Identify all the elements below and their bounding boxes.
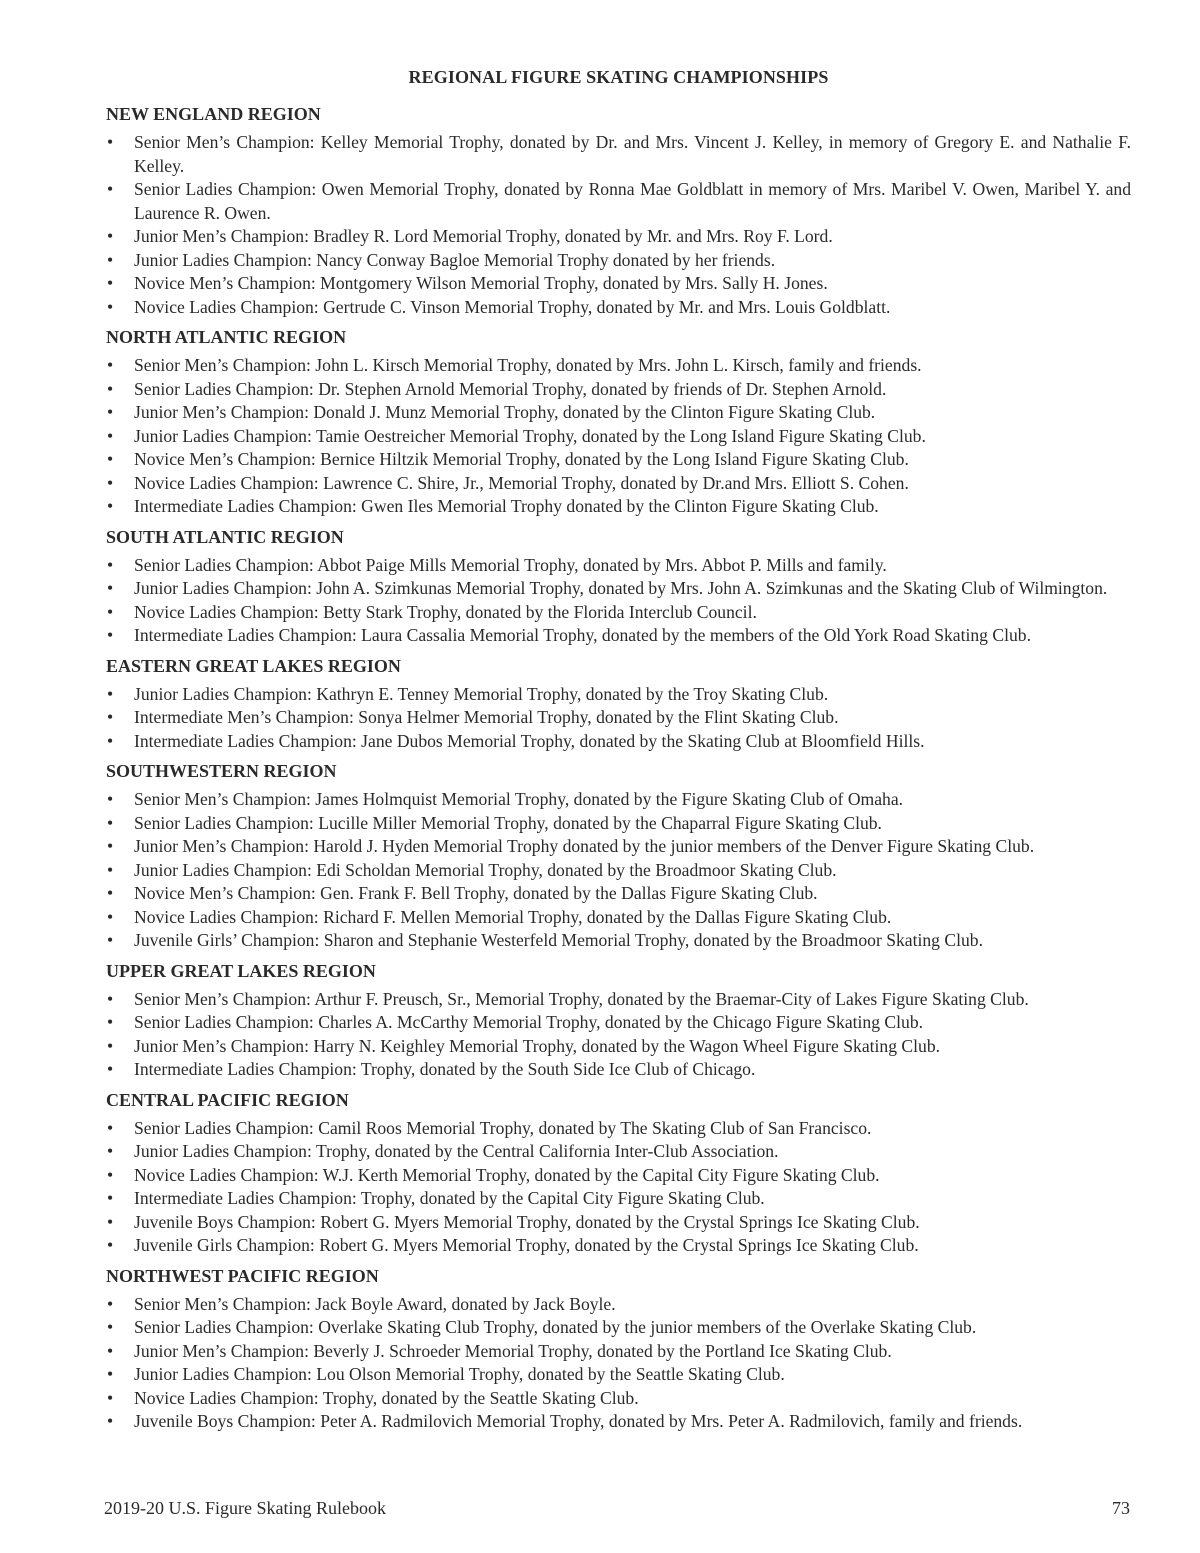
list-item — [106, 788, 1131, 812]
bullet-icon: • — [107, 1211, 114, 1232]
footer-book-title: 2019-20 U.S. Figure Skating Rulebook — [104, 1498, 386, 1518]
list-item-text: Senior Ladies Champion: Abbot Paige Mills Memorial Trophy, donated by Mrs. Abbot P. Mills and family. — [134, 554, 887, 575]
bullet-icon: • — [107, 906, 114, 927]
list-item-text: Novice Men’s Champion: Montgomery Wilson Memorial Trophy, donated by Mrs. Sally H. Jones. — [134, 273, 828, 293]
regions-list — [106, 103, 1131, 1434]
list-item-text: Intermediate Ladies Champion: Laura Cassalia Memorial Trophy, donated by the members of the Old York Road Skating Club. — [134, 625, 1031, 645]
list-item — [106, 1140, 1131, 1164]
list-item — [106, 859, 1131, 883]
region-heading: CENTRAL PACIFIC REGION — [106, 1089, 349, 1110]
list-item — [106, 624, 1131, 648]
list-item-text: Junior Men’s Champion: Beverly J. Schroeder Memorial Trophy, donated by the Portland Ice Skating Club. — [134, 1340, 892, 1361]
list-item-text: Senior Men’s Champion: Kelley Memorial Trophy, donated by Dr. and Mrs. Vincent J. Kelley, in memory of Gregory E. and Nathalie F. Kelley. — [134, 132, 1131, 176]
list-item-text: Senior Men’s Champion: Arthur F. Preusch, Sr., Memorial Trophy, donated by the Braemar-City of Lakes Figure Skating Club. — [134, 988, 1029, 1009]
list-item — [106, 178, 1131, 225]
list-item — [106, 683, 1131, 707]
list-item-text: Junior Ladies Champion: Trophy, donated by the Central California Inter-Club Association. — [134, 1141, 779, 1161]
list-item — [106, 835, 1131, 859]
list-item-text: Junior Men’s Champion: Harold J. Hyden Memorial Trophy donated by the junior members of the Denver Figure Skating Club. — [134, 836, 1035, 856]
bullet-icon: • — [107, 812, 114, 833]
bullet-icon: • — [107, 132, 114, 152]
region-section — [106, 760, 1131, 953]
list-item — [106, 1410, 1131, 1434]
bullet-icon: • — [107, 1164, 114, 1185]
list-item — [106, 401, 1131, 425]
list-item-text: Junior Ladies Champion: Tamie Oestreicher Memorial Trophy, donated by the Long Island Figure Skating Club. — [134, 425, 926, 446]
list-item-text: Intermediate Men’s Champion: Sonya Helmer Memorial Trophy, donated by the Flint Skating Club. — [134, 707, 839, 727]
list-item-text: Senior Men’s Champion: Jack Boyle Award, donated by Jack Boyle. — [134, 1293, 616, 1314]
bullet-icon: • — [107, 402, 114, 422]
list-item — [106, 812, 1131, 836]
bullet-icon: • — [107, 1340, 114, 1361]
list-item — [106, 1293, 1131, 1317]
bullet-icon: • — [107, 625, 114, 645]
trophy-list — [106, 788, 1131, 953]
bullet-icon: • — [107, 859, 114, 880]
list-item — [106, 225, 1131, 249]
bullet-icon: • — [107, 378, 114, 399]
bullet-icon: • — [107, 1117, 114, 1138]
list-item-text: Novice Ladies Champion: Trophy, donated by the Seattle Skating Club. — [134, 1387, 639, 1408]
list-item-text: Intermediate Ladies Champion: Trophy, donated by the South Side Ice Club of Chicago. — [134, 1059, 756, 1079]
list-item — [106, 730, 1131, 754]
list-item — [106, 1011, 1131, 1035]
list-item-text: Junior Ladies Champion: Edi Scholdan Memorial Trophy, donated by the Broadmoor Skating Club. — [134, 859, 837, 880]
bullet-icon: • — [107, 683, 114, 704]
bullet-icon: • — [107, 836, 114, 856]
list-item-text: Novice Ladies Champion: Richard F. Mellen Memorial Trophy, donated by the Dallas Figure Skating Club. — [134, 906, 892, 927]
bullet-icon: • — [107, 1012, 114, 1032]
region-section — [106, 1089, 1131, 1258]
bullet-icon: • — [107, 179, 114, 199]
list-item-text: Juvenile Boys Champion: Robert G. Myers Memorial Trophy, donated by the Crystal Springs Ice Skating Club. — [134, 1211, 920, 1232]
bullet-icon: • — [107, 730, 114, 751]
bullet-icon: • — [107, 883, 114, 903]
list-item-text: Junior Ladies Champion: Nancy Conway Bagloe Memorial Trophy donated by her friends. — [134, 249, 776, 270]
list-item — [106, 378, 1131, 402]
region-section — [106, 103, 1131, 319]
bullet-icon: • — [107, 425, 114, 446]
bullet-icon: • — [107, 1188, 114, 1208]
list-item-text: Novice Ladies Champion: Lawrence C. Shire, Jr., Memorial Trophy, donated by Dr.and Mrs. Elliott S. Cohen. — [134, 472, 909, 493]
bullet-icon: • — [107, 1035, 114, 1056]
list-item-text: Novice Ladies Champion: Betty Stark Trophy, donated by the Florida Interclub Council. — [134, 601, 757, 622]
list-item — [106, 601, 1131, 625]
region-section — [106, 1265, 1131, 1434]
list-item-text: Junior Men’s Champion: Bradley R. Lord Memorial Trophy, donated by Mr. and Mrs. Roy F. Lord. — [134, 226, 833, 246]
list-item — [106, 1340, 1131, 1364]
bullet-icon: • — [107, 296, 114, 317]
bullet-icon: • — [107, 1411, 114, 1431]
list-item — [106, 1363, 1131, 1387]
region-heading: NEW ENGLAND REGION — [106, 104, 321, 124]
trophy-list — [106, 1117, 1131, 1258]
list-item — [106, 249, 1131, 273]
list-item-text: Intermediate Ladies Champion: Gwen Iles Memorial Trophy donated by the Clinton Figure Skating Club. — [134, 496, 879, 516]
list-item-text: Senior Ladies Champion: Lucille Miller Memorial Trophy, donated by the Chaparral Figure Skating Club. — [134, 812, 882, 833]
region-heading: NORTHWEST PACIFIC REGION — [106, 1265, 379, 1286]
footer-page-number: 73 — [1112, 1498, 1130, 1518]
list-item-text: Juvenile Girls Champion: Robert G. Myers Memorial Trophy, donated by the Crystal Springs Ice Skating Club. — [134, 1235, 919, 1255]
bullet-icon: • — [107, 554, 114, 575]
list-item-text: Senior Ladies Champion: Overlake Skating Club Trophy, donated by the junior members of the Overlake Skating Club. — [134, 1317, 977, 1337]
list-item — [106, 131, 1131, 178]
bullet-icon: • — [107, 988, 114, 1009]
list-item-text: Intermediate Ladies Champion: Jane Dubos Memorial Trophy, donated by the Skating Club at Bloomfield Hills. — [134, 730, 925, 751]
bullet-icon: • — [107, 1141, 114, 1161]
list-item — [106, 472, 1131, 496]
bullet-icon: • — [107, 249, 114, 270]
region-section — [106, 655, 1131, 754]
document-page — [106, 62, 1131, 1441]
list-item — [106, 1187, 1131, 1211]
list-item — [106, 495, 1131, 519]
bullet-icon: • — [107, 1387, 114, 1408]
bullet-icon: • — [107, 601, 114, 622]
list-item — [106, 296, 1131, 320]
region-section — [106, 326, 1131, 519]
bullet-icon: • — [107, 355, 114, 375]
list-item — [106, 706, 1131, 730]
bullet-icon: • — [107, 1235, 114, 1255]
list-item-text: Senior Ladies Champion: Camil Roos Memorial Trophy, donated by The Skating Club of San Francisco. — [134, 1117, 872, 1138]
region-section — [106, 960, 1131, 1082]
list-item — [106, 988, 1131, 1012]
list-item — [106, 554, 1131, 578]
region-heading: NORTH ATLANTIC REGION — [106, 327, 347, 347]
list-item — [106, 272, 1131, 296]
list-item-text: Senior Ladies Champion: Owen Memorial Trophy, donated by Ronna Mae Goldblatt in memory of Mrs. Maribel V. Owen, Maribel Y. and Laurence R. Owen. — [134, 179, 1131, 223]
bullet-icon: • — [107, 1293, 114, 1314]
trophy-list — [106, 988, 1131, 1082]
list-item — [106, 425, 1131, 449]
list-item — [106, 1058, 1131, 1082]
bullet-icon: • — [107, 789, 114, 809]
list-item — [106, 929, 1131, 953]
list-item-text: Novice Ladies Champion: Gertrude C. Vinson Memorial Trophy, donated by Mr. and Mrs. Louis Goldblatt. — [134, 296, 891, 317]
list-item-text: Novice Ladies Champion: W.J. Kerth Memorial Trophy, donated by the Capital City Figure Skating Club. — [134, 1164, 880, 1185]
bullet-icon: • — [107, 1317, 114, 1337]
list-item — [106, 1316, 1131, 1340]
list-item-text: Junior Ladies Champion: Lou Olson Memorial Trophy, donated by the Seattle Skating Club. — [134, 1364, 785, 1384]
trophy-list — [106, 131, 1131, 319]
list-item-text: Junior Men’s Champion: Donald J. Munz Memorial Trophy, donated by the Clinton Figure Skating Club. — [134, 402, 876, 422]
list-item-text: Juvenile Boys Champion: Peter A. Radmilovich Memorial Trophy, donated by Mrs. Peter A. Radmilovich, family and friends. — [134, 1411, 1023, 1431]
trophy-list — [106, 683, 1131, 754]
list-item — [106, 1234, 1131, 1258]
list-item — [106, 1035, 1131, 1059]
page-title: REGIONAL FIGURE SKATING CHAMPIONSHIPS — [408, 67, 829, 87]
bullet-icon: • — [107, 472, 114, 493]
bullet-icon: • — [107, 226, 114, 246]
list-item-text: Junior Ladies Champion: Kathryn E. Tenney Memorial Trophy, donated by the Troy Skating Club. — [134, 683, 829, 704]
list-item — [106, 882, 1131, 906]
list-item-text: Senior Ladies Champion: Charles A. McCarthy Memorial Trophy, donated by the Chicago Figure Skating Club. — [134, 1012, 924, 1032]
list-item-text: Junior Ladies Champion: John A. Szimkunas Memorial Trophy, donated by Mrs. John A. Szimkunas and the Skating Club of Wilmington. — [134, 578, 1108, 598]
list-item — [106, 577, 1131, 601]
page-footer — [104, 1497, 1130, 1519]
region-section — [106, 526, 1131, 648]
trophy-list — [106, 554, 1131, 648]
list-item — [106, 906, 1131, 930]
list-item — [106, 1211, 1131, 1235]
trophy-list — [106, 354, 1131, 519]
list-item-text: Novice Men’s Champion: Gen. Frank F. Bell Trophy, donated by the Dallas Figure Skating Club. — [134, 883, 818, 903]
bullet-icon: • — [107, 707, 114, 727]
list-item-text: Senior Men’s Champion: John L. Kirsch Memorial Trophy, donated by Mrs. John L. Kirsch, family and friends. — [134, 355, 922, 375]
bullet-icon: • — [107, 449, 114, 469]
bullet-icon: • — [107, 930, 114, 950]
list-item — [106, 1117, 1131, 1141]
region-heading: EASTERN GREAT LAKES REGION — [106, 655, 401, 676]
list-item-text: Juvenile Girls’ Champion: Sharon and Stephanie Westerfeld Memorial Trophy, donated by the Broadmoor Skating Club. — [134, 930, 983, 950]
list-item-text: Intermediate Ladies Champion: Trophy, donated by the Capital City Figure Skating Club. — [134, 1188, 765, 1208]
list-item-text: Senior Ladies Champion: Dr. Stephen Arnold Memorial Trophy, donated by friends of Dr. Stephen Arnold. — [134, 378, 887, 399]
region-heading: SOUTHWESTERN REGION — [106, 761, 337, 781]
bullet-icon: • — [107, 273, 114, 293]
list-item — [106, 448, 1131, 472]
list-item-text: Junior Men’s Champion: Harry N. Keighley Memorial Trophy, donated by the Wagon Wheel Figure Skating Club. — [134, 1035, 941, 1056]
bullet-icon: • — [107, 578, 114, 598]
trophy-list — [106, 1293, 1131, 1434]
bullet-icon: • — [107, 1364, 114, 1384]
list-item-text: Novice Men’s Champion: Bernice Hiltzik Memorial Trophy, donated by the Long Island Figure Skating Club. — [134, 449, 909, 469]
list-item — [106, 354, 1131, 378]
list-item — [106, 1387, 1131, 1411]
bullet-icon: • — [107, 496, 114, 516]
region-heading: SOUTH ATLANTIC REGION — [106, 526, 344, 547]
region-heading: UPPER GREAT LAKES REGION — [106, 960, 376, 981]
list-item-text: Senior Men’s Champion: James Holmquist Memorial Trophy, donated by the Figure Skating Club of Omaha. — [134, 789, 904, 809]
list-item — [106, 1164, 1131, 1188]
bullet-icon: • — [107, 1059, 114, 1079]
